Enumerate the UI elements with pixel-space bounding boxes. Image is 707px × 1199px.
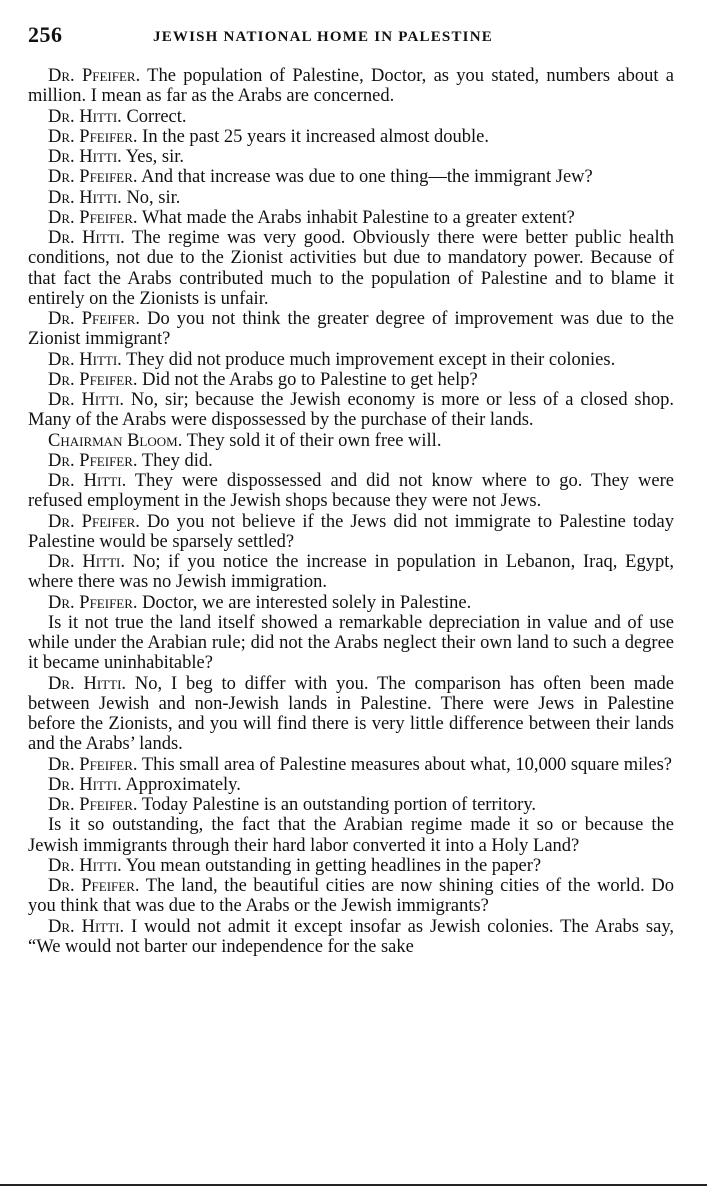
- speaker-name: Dr. Hitti.: [48, 228, 125, 248]
- testimony-paragraph: [28, 593, 674, 613]
- paragraph-text: Do you not believe if the Jews did not immigrate to Palestine today Palestine would be sparsely settled?: [28, 511, 674, 552]
- speaker-name: Chairman Bloom.: [48, 430, 183, 451]
- paragraph-text: Doctor, we are interested solely in Palestine.: [137, 592, 472, 613]
- paragraph-text: You mean outstanding in getting headlines in the paper?: [121, 855, 542, 876]
- speaker-name: Dr. Pfeifer.: [48, 450, 138, 471]
- testimony-paragraph: [28, 309, 674, 350]
- speaker-name: Dr. Hitti.: [48, 855, 122, 876]
- paragraph-text: Is it not true the land itself showed a remarkable depreciation in value and of use while under the Arabian rule; did not the Arabs neglect their own land to such a degree it became uninhabitable?: [28, 612, 674, 674]
- speaker-name: Dr. Pfeifer.: [48, 167, 138, 188]
- testimony-paragraph: [28, 471, 674, 512]
- paragraph-text: Yes, sir.: [121, 147, 185, 167]
- testimony-paragraph: [28, 188, 674, 208]
- paragraph-text: They sold it of their own free will.: [182, 430, 442, 451]
- paragraph-text: The population of Palestine, Doctor, as you stated, numbers about a million. I mean as far as the Arabs are concerned.: [28, 66, 674, 107]
- paragraph-text: Correct.: [121, 106, 187, 127]
- testimony-paragraph: [28, 613, 674, 674]
- paragraph-text: In the past 25 years it increased almost double.: [137, 126, 489, 147]
- paragraph-text: They did not produce much improvement except in their colonies.: [121, 349, 616, 370]
- testimony-paragraph: [28, 552, 674, 593]
- paragraph-text: And that increase was due to one thing—the immigrant Jew?: [137, 167, 593, 188]
- testimony-paragraph: [28, 795, 674, 815]
- testimony-paragraph: [28, 127, 674, 147]
- speaker-name: Dr. Pfeifer.: [48, 592, 138, 613]
- speaker-name: Dr. Hitti.: [48, 471, 127, 491]
- speaker-name: Dr. Pfeifer.: [48, 754, 138, 775]
- testimony-paragraph: [28, 350, 674, 370]
- speaker-name: Dr. Hitti.: [48, 187, 122, 208]
- testimony-paragraph: [28, 775, 674, 795]
- paragraph-text: They were dispossessed and did not know where to go. They were refused employment in the Jewish shops because they were not Jews.: [28, 471, 674, 512]
- testimony-paragraph: [28, 674, 674, 755]
- speaker-name: Dr. Pfeifer.: [48, 207, 138, 228]
- paragraph-text: The land, the beautiful cities are now shining cities of the world. Do you think that was due to the Arabs or the Jewish immigrants?: [28, 876, 674, 917]
- speaker-name: Dr. Hitti.: [48, 673, 127, 694]
- testimony-paragraph: [28, 431, 674, 451]
- page-header: [28, 22, 678, 52]
- testimony-paragraph: [28, 390, 674, 431]
- testimony-paragraph: [28, 815, 674, 856]
- testimony-paragraph: [28, 66, 674, 107]
- paragraph-text: No, I beg to differ with you. The comparison has often been made between Jewish and non-Jewish lands in Palestine. There were Jews in Palestine before the Zionists, and you will find there is very little difference between their lands and the Arabs’ lands.: [28, 673, 674, 755]
- testimony-paragraph: [28, 370, 674, 390]
- testimony-paragraph: [28, 107, 674, 127]
- paragraph-text: No; if you notice the increase in population in Lebanon, Iraq, Egypt, where there was no Jewish immigration.: [28, 552, 674, 593]
- testimony-paragraph: [28, 451, 674, 471]
- paragraph-text: Did not the Arabs go to Palestine to get help?: [137, 369, 478, 390]
- paragraph-text: The regime was very good. Obviously there were better public health conditions, not due to the Zionist activities but due to mandatory power. Because of that fact the Arabs contributed much to the population of Palestine and to blame it entirely on the Zionists is unfair.: [28, 228, 674, 309]
- paragraph-text: Approximately.: [121, 774, 241, 795]
- paragraph-text: No, sir.: [121, 187, 181, 208]
- paragraph-text: Do you not think the greater degree of improvement was due to the Zionist immigrant?: [28, 309, 675, 350]
- speaker-name: Dr. Pfeifer.: [48, 126, 138, 147]
- speaker-name: Dr. Pfeifer.: [48, 511, 140, 532]
- testimony-paragraph: [28, 208, 674, 228]
- paragraph-text: No, sir; because the Jewish economy is more or less of a closed shop. Many of the Arabs were dispossessed by the purchase of their lands.: [28, 390, 674, 431]
- testimony-paragraph: [28, 917, 674, 958]
- testimony-paragraph: [28, 228, 674, 309]
- running-head: JEWISH NATIONAL HOME IN PALESTINE: [153, 29, 493, 45]
- paragraph-text: What made the Arabs inhabit Palestine to a greater extent?: [137, 207, 575, 228]
- speaker-name: Dr. Hitti.: [48, 147, 122, 167]
- speaker-name: Dr. Hitti.: [48, 916, 125, 937]
- speaker-name: Dr. Pfeifer.: [48, 795, 138, 815]
- testimony-paragraph: [28, 147, 674, 167]
- speaker-name: Dr. Hitti.: [48, 390, 125, 410]
- testimony-paragraph: [28, 755, 674, 775]
- speaker-name: Dr. Hitti.: [48, 774, 122, 795]
- paragraph-text: This small area of Palestine measures about what, 10,000 square miles?: [137, 754, 673, 775]
- testimony-paragraph: [28, 167, 674, 187]
- document-body: [28, 66, 674, 957]
- paragraph-text: I would not admit it except insofar as Jewish colonies. The Arabs say, “We would not barter our independence for the sake: [28, 916, 674, 957]
- paragraph-text: Today Palestine is an outstanding portion of territory.: [137, 795, 536, 815]
- speaker-name: Dr. Hitti.: [48, 552, 125, 572]
- page-number: 256: [28, 22, 63, 47]
- paragraph-text: Is it so outstanding, the fact that the Arabian regime made it so or because the Jewish immigrants through their hard labor converted it into a Holy Land?: [28, 815, 674, 856]
- paragraph-text: They did.: [137, 450, 213, 471]
- testimony-paragraph: [28, 512, 674, 553]
- speaker-name: Dr. Hitti.: [48, 349, 122, 370]
- speaker-name: Dr. Hitti.: [48, 106, 122, 127]
- speaker-name: Dr. Pfeifer.: [48, 876, 140, 896]
- bottom-rule: [0, 1184, 707, 1186]
- speaker-name: Dr. Pfeifer.: [48, 66, 141, 86]
- testimony-paragraph: [28, 856, 674, 876]
- speaker-name: Dr. Pfeifer.: [48, 369, 138, 390]
- speaker-name: Dr. Pfeifer.: [48, 309, 141, 329]
- testimony-paragraph: [28, 876, 674, 917]
